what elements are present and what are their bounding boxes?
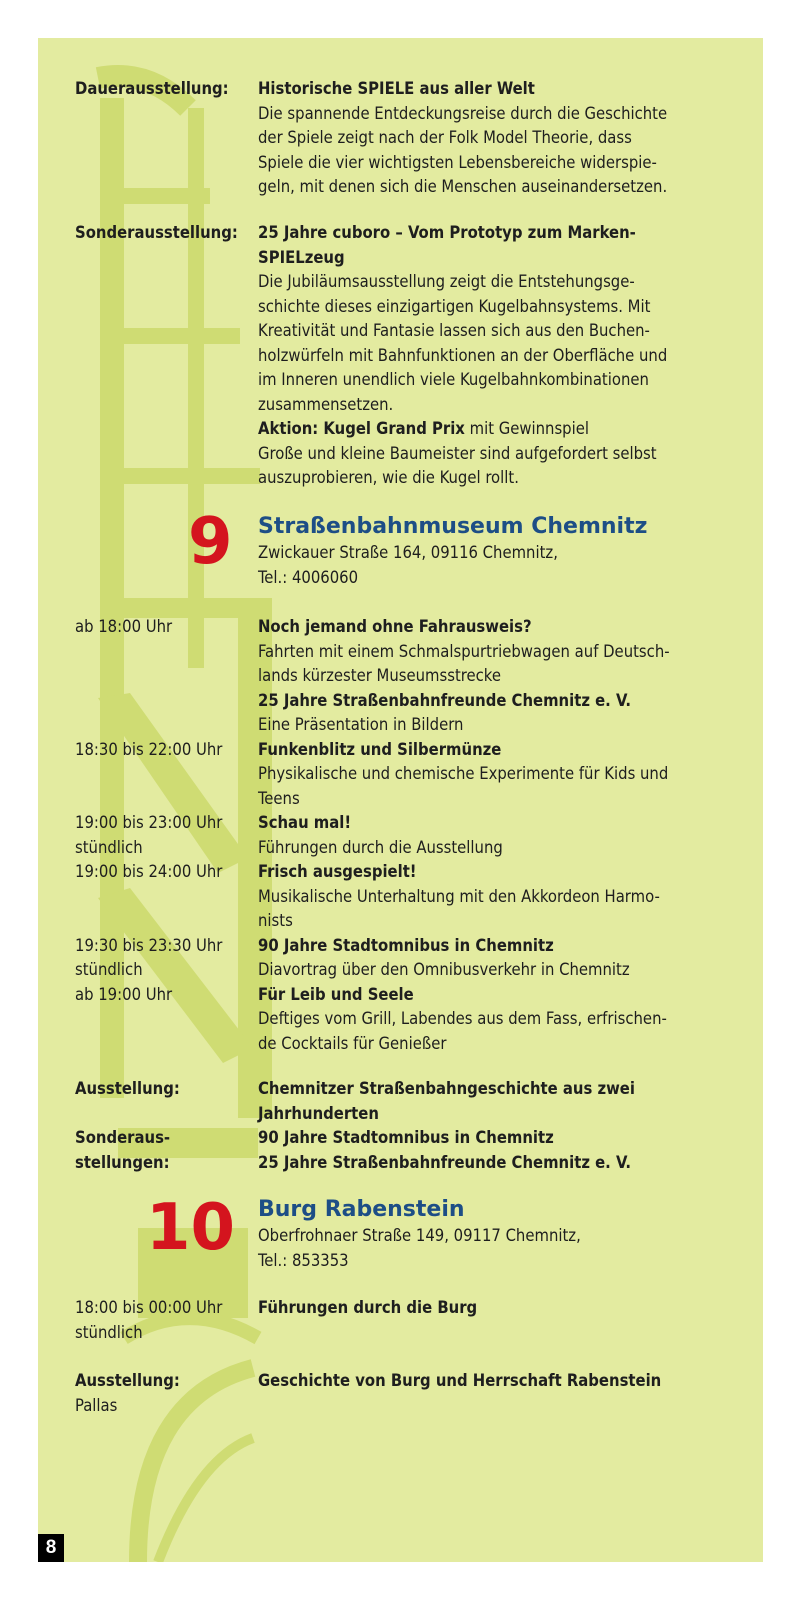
venue-name: Straßenbahnmuseum Chemnitz	[258, 514, 648, 539]
event-text-line: Musikalische Unterhaltung mit den Akkordeon Harmo-	[258, 886, 660, 906]
event-text-line: Führungen durch die Ausstellung	[258, 837, 503, 857]
permanent-exhibition-title: Historische SPIELE aus aller Welt	[258, 79, 535, 98]
exhibition-label: Ausstellung:	[75, 1371, 180, 1390]
venue-name: Burg Rabenstein	[258, 1197, 465, 1222]
special-exhibition-text-line: zusammensetzen.	[258, 394, 394, 414]
exhibition-title: Geschichte von Burg und Herrschaft Rabenstein	[258, 1371, 662, 1390]
venue-phone: Tel.: 853353	[258, 1250, 349, 1270]
window-arch-decoration	[38, 38, 763, 1562]
event-text-line: Eine Präsentation in Bildern	[258, 715, 464, 734]
special-exhibition-title: 90 Jahre Stadtomnibus in Chemnitz	[258, 1128, 554, 1147]
event-text-line: de Cocktails für Genießer	[258, 1033, 447, 1053]
event-frequency: stündlich	[75, 837, 143, 857]
special-exhibition-text-line: Die Jubiläumsausstellung zeigt die Entstehungsge-	[258, 272, 635, 291]
exhibition-location: Pallas	[75, 1395, 118, 1415]
event-title: Führungen durch die Burg	[258, 1298, 478, 1317]
venue-address: Zwickauer Straße 164, 09116 Chemnitz,	[258, 543, 558, 562]
event-text-line: Teens	[258, 788, 300, 808]
event-title: Frisch ausgespielt!	[258, 862, 417, 881]
special-exhibition-title: 25 Jahre Straßenbahnfreunde Chemnitz e. V.	[258, 1152, 631, 1172]
special-exhibitions-label: stellungen:	[75, 1152, 170, 1172]
special-exhibition-text-line: holzwürfeln mit Bahnfunktionen an der Oberfläche und	[258, 345, 668, 365]
special-exhibition-text-line: im Inneren unendlich viele Kugelbahnkombinationen	[258, 370, 649, 389]
event-time: 18:00 bis 00:00 Uhr	[75, 1298, 223, 1317]
event-time: 19:00 bis 23:00 Uhr	[75, 813, 223, 832]
event-time: 19:30 bis 23:30 Uhr	[75, 935, 223, 955]
exhibition-title: Chemnitzer Straßenbahngeschichte aus zwei	[258, 1079, 635, 1098]
event-time: 18:30 bis 22:00 Uhr	[75, 739, 223, 759]
event-text-line: lands kürzester Museumsstrecke	[258, 666, 501, 685]
action-text-line: auszuprobieren, wie die Kugel rollt.	[258, 468, 519, 487]
event-title: 90 Jahre Stadtomnibus in Chemnitz	[258, 935, 554, 955]
event-text-line: Physikalische und chemische Experimente für Kids und	[258, 764, 669, 783]
event-frequency: stündlich	[75, 1322, 143, 1342]
action-title-bold: Aktion: Kugel Grand Prix	[258, 419, 465, 438]
event-time: ab 19:00 Uhr	[75, 984, 173, 1004]
event-time: 19:00 bis 24:00 Uhr	[75, 862, 223, 881]
venue-number: 9	[188, 505, 233, 579]
event-time: ab 18:00 Uhr	[75, 617, 173, 636]
event-title: Funkenblitz und Silbermünze	[258, 739, 502, 759]
permanent-exhibition-text-line: Die spannende Entdeckungsreise durch die Geschichte	[258, 103, 668, 123]
action-title	[258, 417, 589, 442]
event-title: Für Leib und Seele	[258, 984, 414, 1004]
special-exhibitions-label: Sonderaus-	[75, 1128, 171, 1147]
exhibition-title: Jahrhunderten	[258, 1103, 379, 1123]
action-text-line: Große und kleine Baumeister sind aufgefordert selbst	[258, 443, 657, 463]
event-title: 25 Jahre Straßenbahnfreunde Chemnitz e. V.	[258, 690, 631, 710]
permanent-exhibition-text-line: geln, mit denen sich die Menschen auseinandersetzen.	[258, 177, 668, 196]
permanent-exhibition-text-line: der Spiele zeigt nach der Folk Model Theorie, dass	[258, 128, 632, 147]
special-exhibition-text-line: Kreativität und Fantasie lassen sich aus den Buchen-	[258, 321, 650, 340]
special-exhibition-label: Sonderausstellung:	[75, 223, 238, 242]
special-exhibition-title: SPIELzeug	[258, 247, 345, 267]
permanent-exhibition-text-line: Spiele die vier wichtigsten Lebensbereiche widerspie-	[258, 152, 657, 172]
venue-phone: Tel.: 4006060	[258, 568, 359, 587]
event-title: Noch jemand ohne Fahrausweis?	[258, 617, 532, 636]
event-text-line: Fahrten mit einem Schmalspurtriebwagen auf Deutsch-	[258, 641, 670, 661]
permanent-exhibition-label: Dauerausstellung:	[75, 79, 229, 98]
event-title: Schau mal!	[258, 813, 352, 832]
venue-address: Oberfrohnaer Straße 149, 09117 Chemnitz,	[258, 1226, 581, 1245]
event-text-line: nists	[258, 911, 293, 930]
action-title-rest: mit Gewinnspiel	[464, 419, 589, 438]
page-number: 8	[38, 1534, 64, 1562]
special-exhibition-title: 25 Jahre cuboro – Vom Prototyp zum Marken-	[258, 223, 636, 242]
venue-number: 10	[146, 1191, 236, 1265]
brochure-page	[38, 38, 763, 1562]
special-exhibition-text-line: schichte dieses einzigartigen Kugelbahnsystems. Mit	[258, 296, 651, 316]
exhibition-label: Ausstellung:	[75, 1079, 180, 1098]
event-text-line: Deftiges vom Grill, Labendes aus dem Fass, erfrischen-	[258, 1009, 667, 1028]
event-text-line: Diavortrag über den Omnibusverkehr in Chemnitz	[258, 960, 630, 979]
event-frequency: stündlich	[75, 960, 143, 979]
